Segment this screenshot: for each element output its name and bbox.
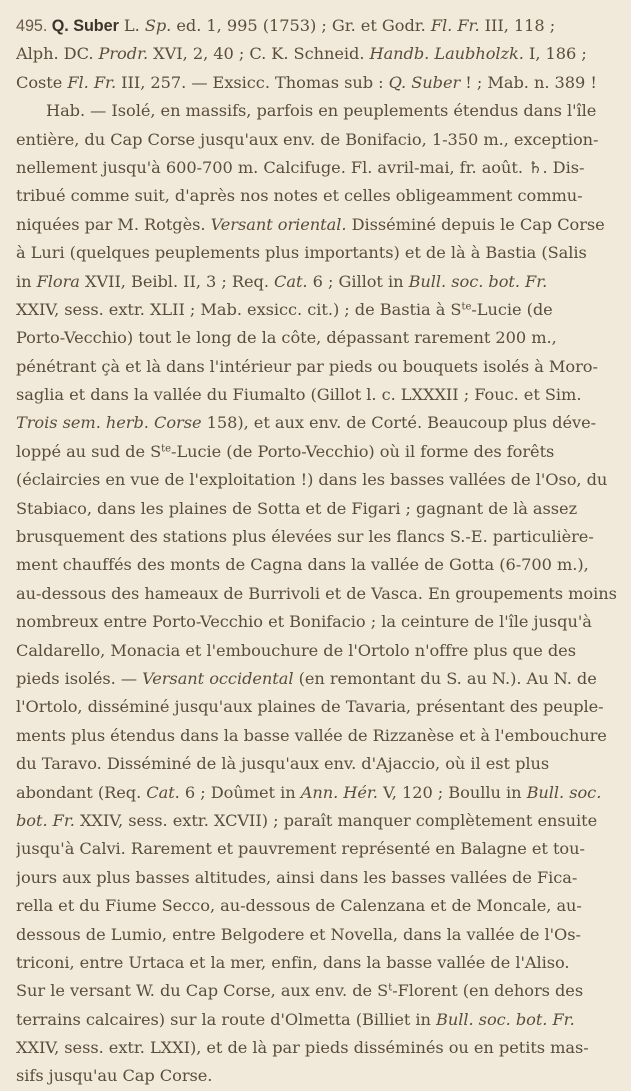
text-line [16,949,619,977]
text-segment: t [388,982,393,994]
text-segment: XXIV, sess. extr. LXXI), et de là par pieds disséminés ou en petits mas- [16,1038,589,1058]
text-line [16,1062,619,1090]
text-line [16,296,619,324]
text-line [16,1006,619,1034]
text-segment: 6 ; Doûmet in [179,782,301,802]
text-segment: (éclaircies en vue de l'exploitation !) dans les basses vallées de l'Oso, du [16,470,608,490]
text-line [16,154,619,182]
text-line [16,324,619,352]
text-segment: Stabiaco, dans les plaines de Sotta et de Figari ; gagnant de là assez [16,498,578,518]
text-segment: L. [118,16,145,35]
text-segment: pénétrant çà et là dans l'intérieur par pieds ou bouquets isolés à Moro- [16,356,598,376]
text-line [16,835,619,863]
text-line [16,580,619,608]
italic-citation: Versant occidental [142,668,294,688]
text-line [16,779,619,807]
text-line [16,495,619,523]
italic-citation: Flora [36,271,80,291]
italic-citation: Q. Suber [388,72,461,92]
text-segment: jusqu'à Calvi. Rarement et pauvrement représenté en Balagne et tou- [16,839,585,859]
italic-citation: Fl. Fr. [430,16,480,35]
text-segment: à Luri (quelques peuplements plus importants) et de là à Bastia (Salis [16,243,587,263]
species-name: Q. Suber [51,17,119,35]
text-line [16,523,619,551]
text-segment: Porto-Vecchio) tout le long de la côte, dépassant rarement 200 m., [16,328,557,348]
text-segment: tribué comme suit, d'après nos notes et celles obligeamment commu- [16,186,583,206]
italic-citation: bot. Fr. [16,810,75,830]
text-segment: 158), et aux env. de Corté. Beaucoup plus déve- [201,413,597,433]
text-line [16,693,619,721]
text-segment: du Taravo. Disséminé de là jusqu'aux env. d'Ajaccio, où il est plus [16,754,550,774]
text-line [16,864,619,892]
text-segment: V, 120 ; Boullu in [377,782,527,802]
text-line [16,438,619,466]
text-line [16,551,619,579]
italic-citation: Handb. Laubholzk. [369,44,524,64]
text-segment: loppé au sud de S [16,441,162,461]
text-segment: (en remontant du S. au N.). Au N. de [293,668,597,688]
italic-citation: Ann. Hér. [300,782,378,802]
text-segment: Sur le versant W. du Cap Corse, aux env. de S [16,981,389,1001]
text-segment: rella et du Fiume Secco, au-dessous de Calenzana et de Moncale, au- [16,896,582,916]
text-segment: I, 186 ; [523,44,587,64]
text-line [16,239,619,267]
text-line [16,977,619,1005]
text-segment: -Florent (en dehors des [392,981,584,1001]
text-segment: ment chauffés des monts de Cagna dans la vallée de Gotta (6-700 m.), [16,555,589,575]
text-line [16,608,619,636]
text-line [16,1034,619,1062]
text-segment: 6 ; Gillot in [307,271,409,291]
text-segment: te [461,301,472,313]
text-line [16,40,619,68]
text-line [16,750,619,778]
text-segment: sifs jusqu'au Cap Corse. [16,1066,213,1086]
text-segment: Hab. — Isolé, en massifs, parfois en peuplements étendus dans l'île [46,101,597,121]
text-segment: XVII, Beibl. II, 3 ; Req. [79,271,275,291]
text-segment: XXIV, sess. extr. XLII ; Mab. exsicc. cit.) ; de Bastia à S [16,299,462,319]
text-line [16,892,619,920]
italic-citation: Versant oriental. [210,214,347,234]
text-segment: nellement jusqu'à 600-700 m. Calcifuge. Fl. avril-mai, fr. août. ♄. Dis- [16,157,585,177]
text-segment: abondant (Req. [16,782,147,802]
text-segment: niquées par M. Rotgès. [16,214,211,234]
text-segment: Alph. DC. [16,44,99,64]
text-segment: jours aux plus basses altitudes, ainsi dans les basses vallées de Fica- [16,867,578,887]
text-segment: III, 118 ; [479,16,556,35]
text-segment: XXIV, sess. extr. XCVII) ; paraît manquer complètement ensuite [74,810,598,830]
text-line [16,211,619,239]
text-line [16,381,619,409]
italic-citation: Bull. soc. bot. Fr. [408,271,548,291]
text-segment: te [161,443,172,455]
text-segment: Disséminé depuis le Cap Corse [346,214,605,234]
text-segment: Coste [16,72,68,92]
text-segment: pieds isolés. — [16,668,143,688]
text-segment: triconi, entre Urtaca et la mer, enfin, dans la basse vallée de l'Aliso. [16,952,570,972]
text-line [16,637,619,665]
text-line [16,722,619,750]
text-line [16,268,619,296]
text-segment: dessous de Lumio, entre Belgodere et Novella, dans la vallée de l'Os- [16,924,581,944]
text-line [16,353,619,381]
italic-citation: Bull. soc. bot. Fr. [436,1009,575,1029]
italic-citation: Sp. [144,16,172,35]
species-entry [16,12,619,1091]
italic-citation: Cat. [274,271,308,291]
text-line [16,69,619,97]
italic-citation: Cat. [146,782,180,802]
text-segment: in [16,271,37,291]
text-segment: ed. 1, 995 (1753) ; Gr. et Godr. [171,16,431,35]
text-line [16,665,619,693]
italic-citation: Fl. Fr. [67,72,117,92]
text-segment: l'Ortolo, disséminé jusqu'aux plaines de Tavaria, présentant des peuple- [16,697,604,717]
text-segment: au-dessous des hameaux de Burrivoli et de Vasca. En groupements moins [16,583,617,603]
text-segment: ! ; Mab. n. 389 ! [460,72,597,92]
text-segment: ments plus étendus dans la basse vallée de Rizzanèse et à l'embouchure [16,725,607,745]
text-segment: XVI, 2, 40 ; C. K. Schneid. [148,44,370,64]
text-line [16,409,619,437]
text-segment: brusquement des stations plus élevées sur les flancs S.-E. particulière- [16,527,594,547]
text-line [16,97,619,125]
text-line [16,182,619,210]
text-line [16,921,619,949]
text-segment: III, 257. — Exsicc. Thomas sub : [116,72,389,92]
text-segment: nombreux entre Porto-Vecchio et Bonifacio ; la ceinture de l'île jusqu'à [16,612,592,632]
text-segment: Caldarello, Monacia et l'embouchure de l'Ortolo n'offre plus que des [16,640,576,660]
text-line [16,466,619,494]
text-segment: entière, du Cap Corse jusqu'aux env. de Bonifacio, 1-350 m., exception- [16,129,599,149]
italic-citation: Bull. soc. [526,782,602,802]
italic-citation: Prodr. [98,44,149,64]
entry-number: 495. [16,17,52,35]
text-segment: terrains calcaires) sur la route d'Olmetta (Billiet in [16,1009,437,1029]
text-segment: -Lucie (de Porto-Vecchio) où il forme des forêts [171,441,555,461]
text-line [16,807,619,835]
italic-citation: Trois sem. herb. Corse [16,413,202,433]
text-segment: saglia et dans la vallée du Fiumalto (Gillot l. c. LXXXII ; Fouc. et Sim. [16,385,582,405]
entry-heading-line [16,12,619,40]
text-segment: -Lucie (de [471,299,553,319]
text-line [16,126,619,154]
